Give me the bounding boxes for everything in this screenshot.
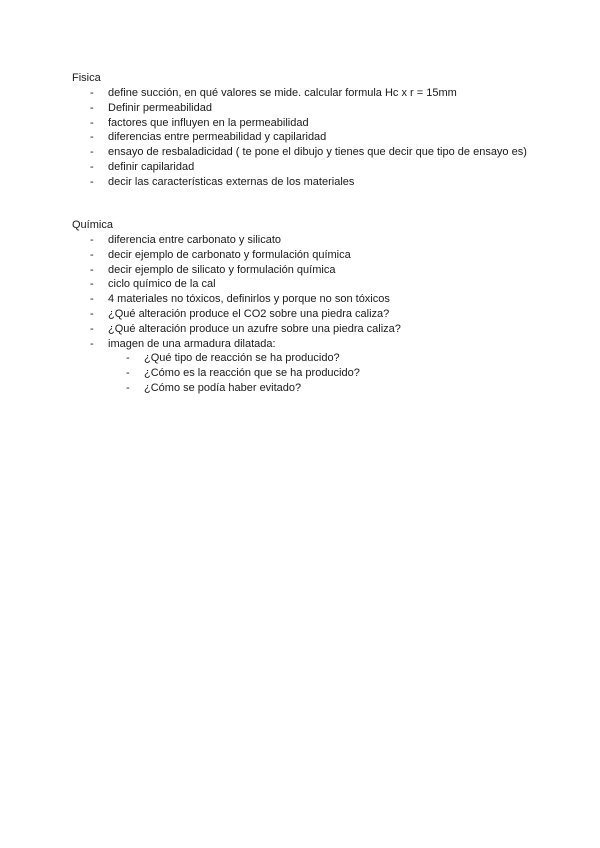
bullet-dash: - — [90, 263, 94, 276]
list-item-text: definir capilaridad — [108, 160, 195, 173]
fisica-list — [72, 86, 532, 190]
sub-list-item-text: ¿Cómo se podía haber evitado? — [144, 381, 302, 394]
bullet-dash: - — [126, 381, 130, 394]
list-item — [72, 277, 532, 292]
list-item — [72, 322, 532, 337]
bullet-dash: - — [90, 248, 94, 261]
bullet-dash: - — [90, 322, 94, 335]
sub-list — [108, 351, 532, 395]
bullet-dash: - — [126, 352, 130, 365]
sub-list-item — [108, 381, 532, 396]
list-item — [72, 101, 532, 116]
list-item-text: define succión, en qué valores se mide. calcular formula Hc x r = 15mm — [108, 87, 457, 99]
bullet-dash: - — [90, 278, 94, 291]
section-fisica — [72, 71, 532, 190]
list-item — [72, 86, 532, 101]
list-item-text: ciclo químico de la cal — [108, 278, 216, 291]
list-item — [72, 160, 532, 175]
bullet-dash: - — [90, 337, 94, 350]
section-quimica — [72, 218, 532, 396]
list-item — [72, 307, 532, 322]
bullet-dash: - — [90, 116, 94, 129]
list-item — [72, 145, 532, 160]
list-item-text: 4 materiales no tóxicos, definirlos y porque no son tóxicos — [108, 293, 390, 306]
list-item-text: diferencias entre permeabilidad y capilaridad — [108, 131, 327, 144]
list-item — [72, 263, 532, 278]
list-item-text: ¿Qué alteración produce un azufre sobre una piedra caliza? — [108, 322, 401, 335]
list-item — [72, 130, 532, 145]
bullet-dash: - — [90, 293, 94, 306]
section-title-quimica: Química — [72, 219, 113, 231]
list-item — [72, 233, 532, 248]
bullet-dash: - — [90, 160, 94, 173]
bullet-dash: - — [90, 87, 94, 99]
bullet-dash: - — [90, 175, 94, 188]
list-item-text: decir las características externas de los materiales — [108, 175, 355, 188]
list-item — [72, 175, 532, 190]
list-item-text: decir ejemplo de silicato y formulación química — [108, 263, 336, 276]
sub-list-item — [108, 351, 532, 366]
list-item-text: decir ejemplo de carbonato y formulación química — [108, 248, 351, 261]
sub-list-item-text: ¿Cómo es la reacción que se ha producido? — [144, 367, 360, 380]
quimica-list — [72, 233, 532, 396]
sub-list-item — [108, 366, 532, 381]
list-item — [72, 116, 532, 131]
list-item — [72, 248, 532, 263]
bullet-dash: - — [90, 101, 94, 114]
section-title-fisica: Fisica — [72, 72, 101, 84]
list-item-text: ensayo de resbaladicidad ( te pone el dibujo y tienes que decir que tipo de ensayo es) — [108, 146, 527, 159]
list-item-text: imagen de una armadura dilatada: — [108, 337, 276, 350]
bullet-dash: - — [90, 131, 94, 144]
list-item-text: Definir permeabilidad — [108, 101, 212, 114]
list-item — [72, 292, 532, 307]
bullet-dash: - — [126, 367, 130, 380]
list-item-text: factores que influyen en la permeabilidad — [108, 116, 309, 129]
list-item — [72, 337, 532, 396]
bullet-dash: - — [90, 234, 94, 246]
list-item-text: diferencia entre carbonato y silicato — [108, 234, 282, 246]
sub-list-item-text: ¿Qué tipo de reacción se ha producido? — [144, 352, 340, 365]
bullet-dash: - — [90, 307, 94, 320]
bullet-dash: - — [90, 146, 94, 159]
list-item-text: ¿Qué alteración produce el CO2 sobre una piedra caliza? — [108, 307, 390, 320]
